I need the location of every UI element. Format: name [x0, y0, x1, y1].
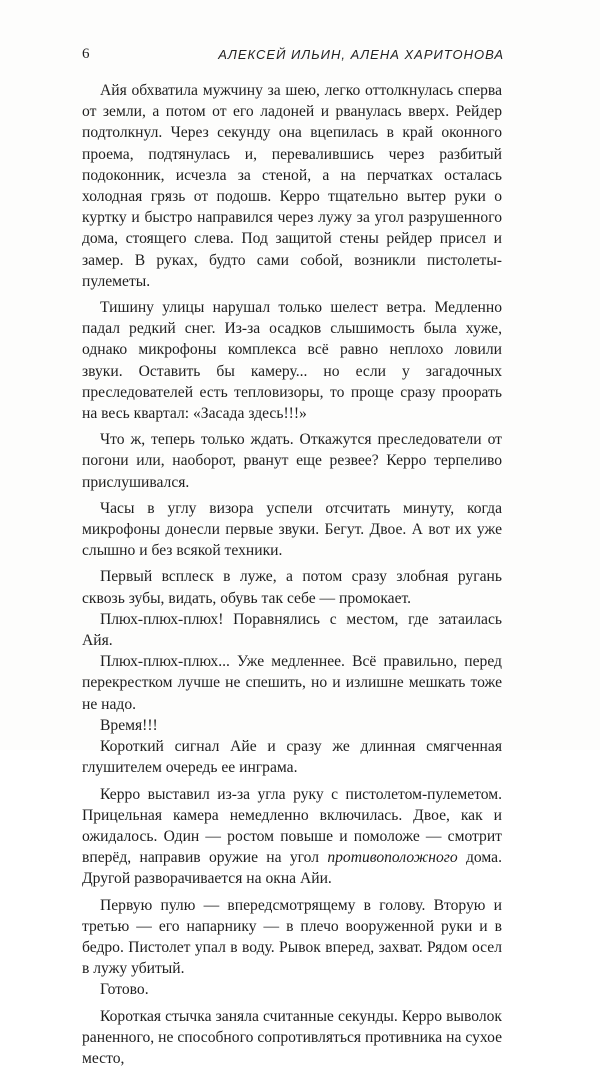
paragraph: Время!!!: [100, 716, 158, 734]
paragraph: Тишину улицы нарушал только шелест ветра. Медленно падал редкий снег. Из-за осадков слышимость была хуже, однако микрофоны комплекса всё равно неплохо ловили звуки. Оставить бы камеру... но если у загадочных преследователей есть тепловизоры, то проще сразу проорать на весь квартал: «Засада здесь!!!»: [82, 299, 502, 423]
paragraph-text: Керро выставил из-за угла руку с пистолетом-пулеметом. Прицельная камера немедленно включилась. Двое, как и ожидалось. Один — ростом повыше и помоложе — смотрит вперёд, направив оружие на угол: [82, 785, 502, 867]
page-header: [82, 46, 504, 70]
paragraph: [82, 784, 502, 890]
paragraph: Короткая стычка заняла считанные секунды. Керро выволок раненного, не способного сопротивляться противника на сухое место,: [82, 1007, 502, 1067]
emphasis-text: противоположного: [327, 849, 458, 867]
paragraph: Плюх-плюх-плюх! Поравнялись с местом, где затаилась Айя.: [82, 610, 502, 650]
running-head: АЛЕКСЕЙ ИЛЬИН, АЛЕНА ХАРИТОНОВА: [218, 47, 504, 62]
paragraph: Короткий сигнал Айе и сразу же длинная смягченная глушителем очередь ее инграма.: [82, 738, 502, 777]
paragraph-text-tail: дома. Другой разворачивается на окна Айи.: [82, 849, 502, 888]
paragraph: Айя обхватила мужчину за шею, легко оттолкнулась сперва от земли, а потом от его ладоней и рванулась вверх. Рейдер подтолкнул. Через секунду она вцепилась в край оконного проема, подтянулась и, перевалившись через разбитый подоконник, исчезла за стеной, а на перчатках осталась холодная грязь от подошв. Керро тщательно вытер руки о куртку и быстро направился через лужу за угол разрушенного дома, стоящего слева. Под защитой стены рейдер присел и замер. В руках, будто сами собой, возникли пистолеты-пулеметы.: [82, 82, 502, 290]
paragraph: Что ж, теперь только ждать. Откажутся преследователи от погони или, наоборот, рванут еще резвее? Керро терпеливо прислушивался.: [82, 431, 502, 491]
page-number: 6: [82, 46, 90, 62]
body-text: [82, 80, 502, 1069]
paragraph: Готово.: [100, 981, 149, 999]
paragraph: Первый всплеск в луже, а потом сразу злобная ругань сквозь зубы, видать, обувь так себе — промокает.: [82, 568, 502, 607]
paragraph: Часы в углу визора успели отсчитать минуту, когда микрофоны донесли первые звуки. Бегут. Двое. А вот их уже слышно и без всякой техники.: [82, 499, 502, 560]
paragraph: Плюх-плюх-плюх... Уже медленнее. Всё правильно, перед перекрестком лучше не спешить, но и излишне мешкать тоже не надо.: [82, 653, 502, 713]
paragraph: Первую пулю — впередсмотрящему в голову. Вторую и третью — его напарнику — в плечо вооруженной руки и в бедро. Пистолет упал в воду. Рывок вперед, захват. Рядом осел в лужу убитый.: [82, 896, 502, 978]
